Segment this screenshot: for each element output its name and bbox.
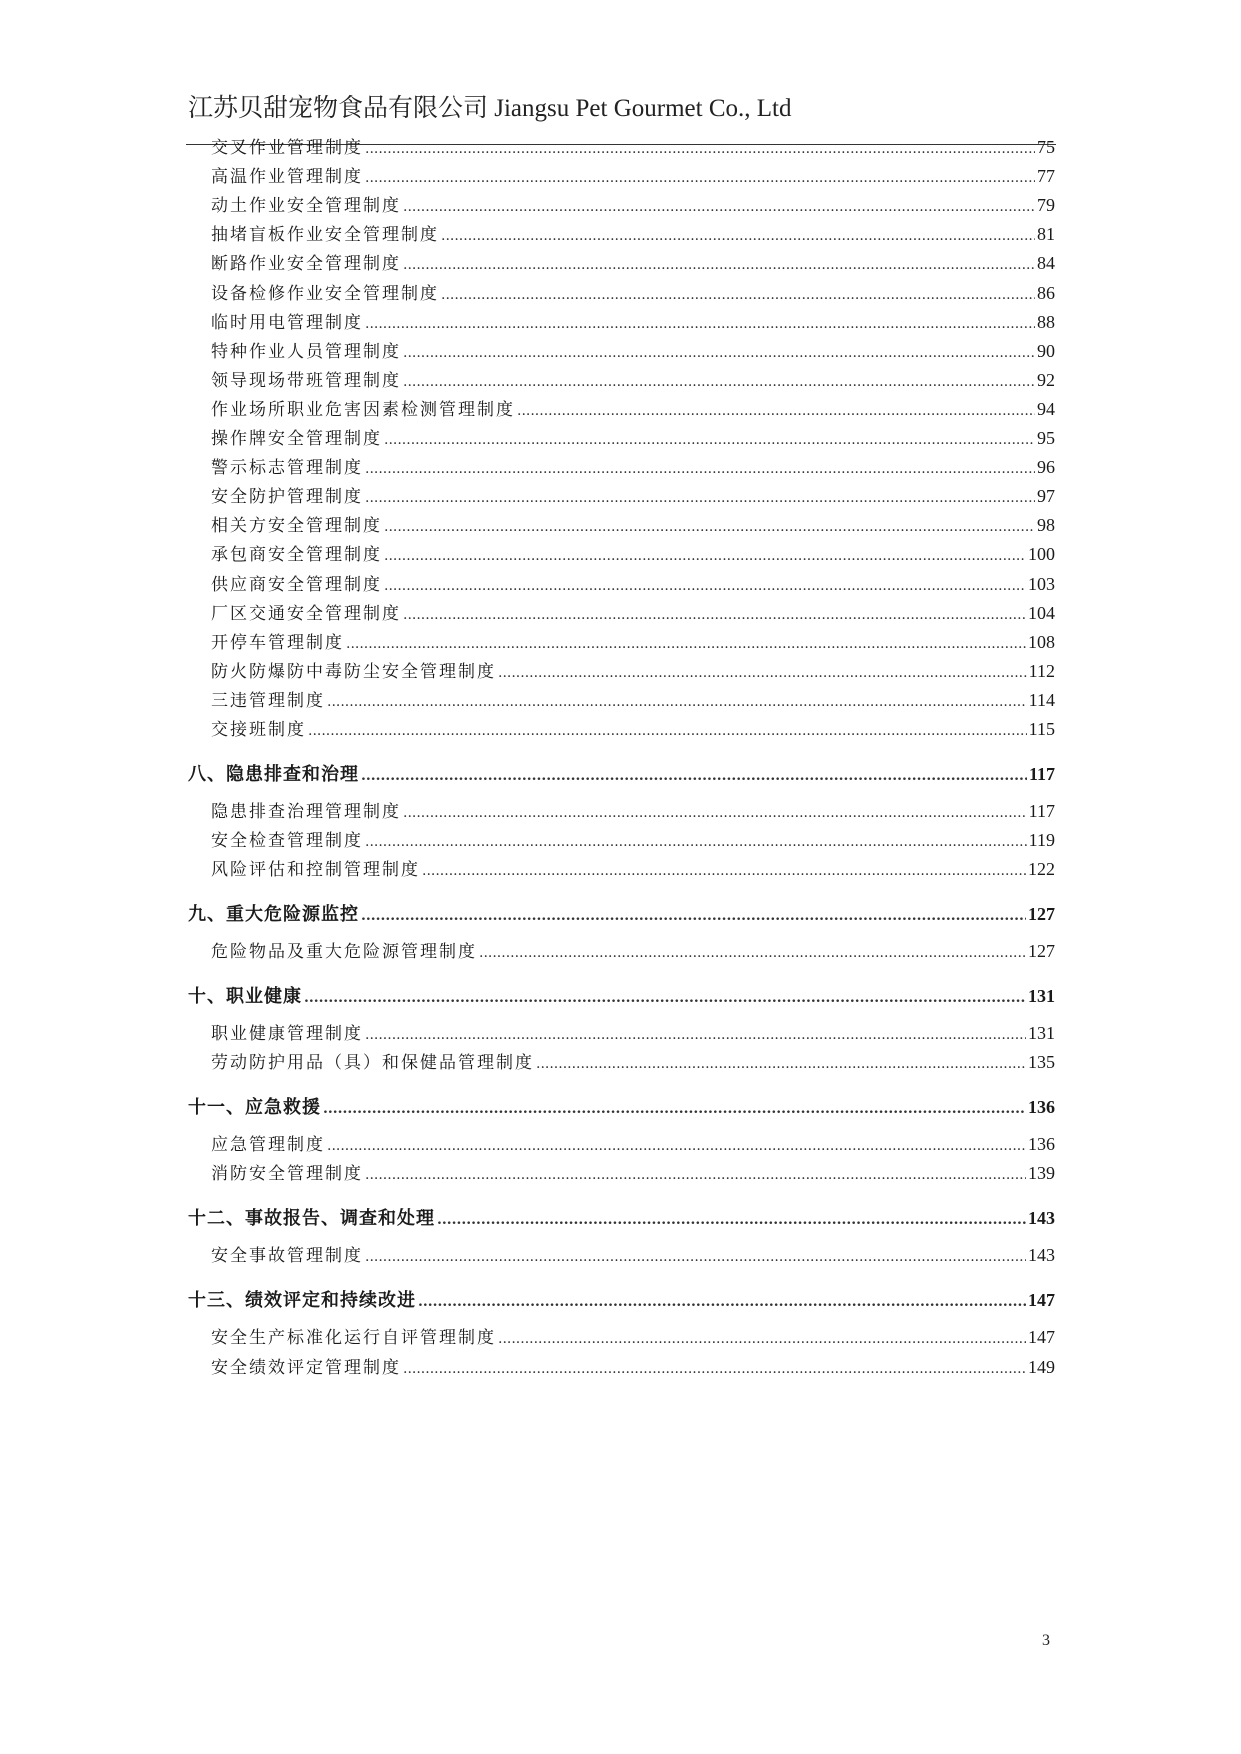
toc-dot-leader bbox=[422, 863, 1026, 879]
toc-page-number: 104 bbox=[1028, 603, 1055, 623]
toc-entry[interactable] bbox=[211, 1241, 1055, 1266]
toc-dot-leader bbox=[365, 490, 1035, 506]
toc-dot-leader bbox=[304, 990, 1026, 1006]
toc-entry[interactable] bbox=[211, 395, 1055, 420]
toc-entry[interactable] bbox=[211, 797, 1055, 822]
toc-dot-leader bbox=[384, 432, 1035, 448]
toc-entry-title: 防火防爆防中毒防尘安全管理制度 bbox=[211, 662, 496, 682]
toc-entry[interactable] bbox=[211, 1048, 1055, 1073]
toc-entry-title: 供应商安全管理制度 bbox=[211, 575, 382, 595]
toc-section-entry[interactable] bbox=[188, 900, 1055, 926]
toc-page-number: 84 bbox=[1037, 253, 1055, 273]
toc-dot-leader bbox=[327, 694, 1027, 710]
toc-dot-leader bbox=[403, 345, 1035, 361]
toc-entry-title: 十一、应急救援 bbox=[188, 1097, 321, 1118]
toc-dot-leader bbox=[365, 141, 1035, 157]
toc-entry[interactable] bbox=[211, 279, 1055, 304]
toc-entry-title: 安全检查管理制度 bbox=[211, 831, 363, 851]
toc-dot-leader bbox=[365, 1249, 1026, 1265]
toc-entry-title: 设备检修作业安全管理制度 bbox=[211, 284, 439, 304]
toc-entry-title: 八、隐患排查和治理 bbox=[188, 764, 359, 785]
toc-dot-leader bbox=[498, 665, 1027, 681]
toc-entry[interactable] bbox=[211, 1159, 1055, 1184]
toc-page-number: 77 bbox=[1037, 166, 1055, 186]
toc-section-entry[interactable] bbox=[188, 1286, 1055, 1312]
toc-entry[interactable] bbox=[211, 133, 1055, 158]
toc-entry[interactable] bbox=[211, 937, 1055, 962]
toc-dot-leader bbox=[384, 548, 1026, 564]
toc-entry-title: 断路作业安全管理制度 bbox=[211, 254, 401, 274]
toc-dot-leader bbox=[403, 257, 1035, 273]
toc-entry-title: 抽堵盲板作业安全管理制度 bbox=[211, 225, 439, 245]
toc-entry[interactable] bbox=[211, 599, 1055, 624]
toc-dot-leader bbox=[479, 945, 1026, 961]
toc-page-number: 95 bbox=[1037, 428, 1055, 448]
toc-dot-leader bbox=[365, 834, 1027, 850]
toc-dot-leader bbox=[384, 578, 1026, 594]
toc-page-number: 100 bbox=[1028, 544, 1055, 564]
toc-dot-leader bbox=[361, 908, 1026, 924]
toc-entry[interactable] bbox=[211, 1353, 1055, 1378]
toc-entry[interactable] bbox=[211, 715, 1055, 740]
toc-entry[interactable] bbox=[211, 855, 1055, 880]
toc-entry-title: 危险物品及重大危险源管理制度 bbox=[211, 942, 477, 962]
toc-page-number: 103 bbox=[1028, 574, 1055, 594]
toc-page-number: 108 bbox=[1028, 632, 1055, 652]
toc-dot-leader bbox=[517, 403, 1035, 419]
toc-dot-leader bbox=[403, 374, 1035, 390]
toc-entry[interactable] bbox=[211, 686, 1055, 711]
toc-dot-leader bbox=[365, 1027, 1026, 1043]
toc-page-number: 143 bbox=[1028, 1245, 1055, 1265]
toc-page-number: 135 bbox=[1028, 1052, 1055, 1072]
toc-section-entry[interactable] bbox=[188, 1204, 1055, 1230]
toc-entry-title: 临时用电管理制度 bbox=[211, 313, 363, 333]
toc-page-number: 94 bbox=[1037, 399, 1055, 419]
toc-page-number: 112 bbox=[1028, 661, 1055, 681]
toc-page-number: 90 bbox=[1037, 341, 1055, 361]
toc-entry-title: 消防安全管理制度 bbox=[211, 1164, 363, 1184]
toc-entry[interactable] bbox=[211, 540, 1055, 565]
toc-entry-title: 高温作业管理制度 bbox=[211, 167, 363, 187]
toc-page-number: 114 bbox=[1028, 690, 1055, 710]
toc-entry-title: 风险评估和控制管理制度 bbox=[211, 860, 420, 880]
toc-entry-title: 隐患排查治理管理制度 bbox=[211, 802, 401, 822]
toc-page-number: 98 bbox=[1037, 515, 1055, 535]
toc-section-entry[interactable] bbox=[188, 760, 1055, 786]
toc-page-number: 115 bbox=[1028, 719, 1055, 739]
toc-entry-title: 厂区交通安全管理制度 bbox=[211, 604, 401, 624]
toc-entry[interactable] bbox=[211, 220, 1055, 245]
toc-dot-leader bbox=[403, 199, 1035, 215]
toc-entry-title: 十二、事故报告、调查和处理 bbox=[188, 1208, 435, 1229]
toc-entry[interactable] bbox=[211, 482, 1055, 507]
toc-entry[interactable] bbox=[211, 191, 1055, 216]
toc-entry[interactable] bbox=[211, 366, 1055, 391]
page-header: 江苏贝甜宠物食品有限公司 Jiangsu Pet Gourmet Co., Ltd bbox=[188, 95, 792, 122]
toc-page-number: 79 bbox=[1037, 195, 1055, 215]
toc-dot-leader bbox=[437, 1212, 1026, 1228]
toc-entry[interactable] bbox=[211, 162, 1055, 187]
toc-page-number: 147 bbox=[1028, 1290, 1055, 1310]
toc-page-number: 88 bbox=[1037, 312, 1055, 332]
toc-page-number: 139 bbox=[1028, 1163, 1055, 1183]
toc-entry[interactable] bbox=[211, 657, 1055, 682]
toc-page-number: 149 bbox=[1028, 1357, 1055, 1377]
toc-entry-title: 安全事故管理制度 bbox=[211, 1246, 363, 1266]
toc-section-entry[interactable] bbox=[188, 1093, 1055, 1119]
toc-entry-title: 十、职业健康 bbox=[188, 986, 302, 1007]
toc-page-number: 122 bbox=[1028, 859, 1055, 879]
toc-entry-title: 安全防护管理制度 bbox=[211, 487, 363, 507]
toc-dot-leader bbox=[346, 636, 1026, 652]
toc-entry-title: 九、重大危险源监控 bbox=[188, 904, 359, 925]
toc-page-number: 96 bbox=[1037, 457, 1055, 477]
toc-page-number: 81 bbox=[1037, 224, 1055, 244]
toc-page-number: 97 bbox=[1037, 486, 1055, 506]
toc-entry[interactable] bbox=[211, 424, 1055, 449]
toc-dot-leader bbox=[365, 1167, 1026, 1183]
toc-entry-title: 劳动防护用品（具）和保健品管理制度 bbox=[211, 1053, 534, 1073]
toc-page-number: 117 bbox=[1028, 801, 1055, 821]
toc-entry-title: 应急管理制度 bbox=[211, 1135, 325, 1155]
toc-dot-leader bbox=[441, 287, 1035, 303]
toc-dot-leader bbox=[323, 1101, 1026, 1117]
toc-entry-title: 交叉作业管理制度 bbox=[211, 138, 363, 158]
toc-page-number: 143 bbox=[1028, 1208, 1055, 1228]
toc-section-entry[interactable] bbox=[188, 982, 1055, 1008]
toc-entry[interactable] bbox=[211, 628, 1055, 653]
toc-page-number: 119 bbox=[1028, 830, 1055, 850]
toc-entry-title: 特种作业人员管理制度 bbox=[211, 342, 401, 362]
toc-entry-title: 交接班制度 bbox=[211, 720, 306, 740]
toc-dot-leader bbox=[418, 1294, 1026, 1310]
toc-entry-title: 承包商安全管理制度 bbox=[211, 545, 382, 565]
toc-dot-leader bbox=[365, 461, 1035, 477]
toc-entry[interactable] bbox=[211, 1323, 1055, 1348]
toc-entry-title: 领导现场带班管理制度 bbox=[211, 371, 401, 391]
toc-dot-leader bbox=[384, 519, 1035, 535]
toc-page-number: 131 bbox=[1028, 1023, 1055, 1043]
toc-entry[interactable] bbox=[211, 337, 1055, 362]
toc-page-number: 117 bbox=[1028, 764, 1055, 784]
toc-entry-title: 十三、绩效评定和持续改进 bbox=[188, 1290, 416, 1311]
toc-page-number: 147 bbox=[1028, 1327, 1055, 1347]
toc-entry[interactable] bbox=[211, 570, 1055, 595]
toc-dot-leader bbox=[498, 1331, 1026, 1347]
toc-entry-title: 安全绩效评定管理制度 bbox=[211, 1358, 401, 1378]
toc-entry-title: 操作牌安全管理制度 bbox=[211, 429, 382, 449]
toc-page-number: 127 bbox=[1028, 904, 1055, 924]
toc-entry[interactable] bbox=[211, 511, 1055, 536]
toc-dot-leader bbox=[365, 170, 1035, 186]
toc-entry-title: 职业健康管理制度 bbox=[211, 1024, 363, 1044]
toc-entry-title: 相关方安全管理制度 bbox=[211, 516, 382, 536]
toc-entry[interactable] bbox=[211, 308, 1055, 333]
toc-dot-leader bbox=[308, 723, 1027, 739]
toc-page-number: 86 bbox=[1037, 283, 1055, 303]
toc-page-number: 92 bbox=[1037, 370, 1055, 390]
toc-entry[interactable] bbox=[211, 826, 1055, 851]
toc-entry-title: 作业场所职业危害因素检测管理制度 bbox=[211, 400, 515, 420]
toc-dot-leader bbox=[365, 316, 1035, 332]
toc-dot-leader bbox=[361, 768, 1027, 784]
toc-dot-leader bbox=[536, 1056, 1026, 1072]
toc-page-number: 75 bbox=[1037, 137, 1055, 157]
toc-dot-leader bbox=[403, 805, 1027, 821]
toc-entry[interactable] bbox=[211, 1019, 1055, 1044]
toc-dot-leader bbox=[403, 1361, 1026, 1377]
toc-dot-leader bbox=[327, 1138, 1026, 1154]
toc-entry-title: 动土作业安全管理制度 bbox=[211, 196, 401, 216]
toc-entry[interactable] bbox=[211, 453, 1055, 478]
toc-page-number: 131 bbox=[1028, 986, 1055, 1006]
toc-page-number: 136 bbox=[1028, 1134, 1055, 1154]
toc-entry-title: 警示标志管理制度 bbox=[211, 458, 363, 478]
toc-dot-leader bbox=[441, 228, 1035, 244]
toc-entry-title: 三违管理制度 bbox=[211, 691, 325, 711]
toc-entry[interactable] bbox=[211, 1130, 1055, 1155]
toc-page-number: 127 bbox=[1028, 941, 1055, 961]
toc-entry-title: 安全生产标准化运行自评管理制度 bbox=[211, 1328, 496, 1348]
toc-entry-title: 开停车管理制度 bbox=[211, 633, 344, 653]
toc-entry[interactable] bbox=[211, 249, 1055, 274]
page-number: 3 bbox=[1042, 1632, 1050, 1649]
toc-page-number: 136 bbox=[1028, 1097, 1055, 1117]
toc-dot-leader bbox=[403, 607, 1026, 623]
